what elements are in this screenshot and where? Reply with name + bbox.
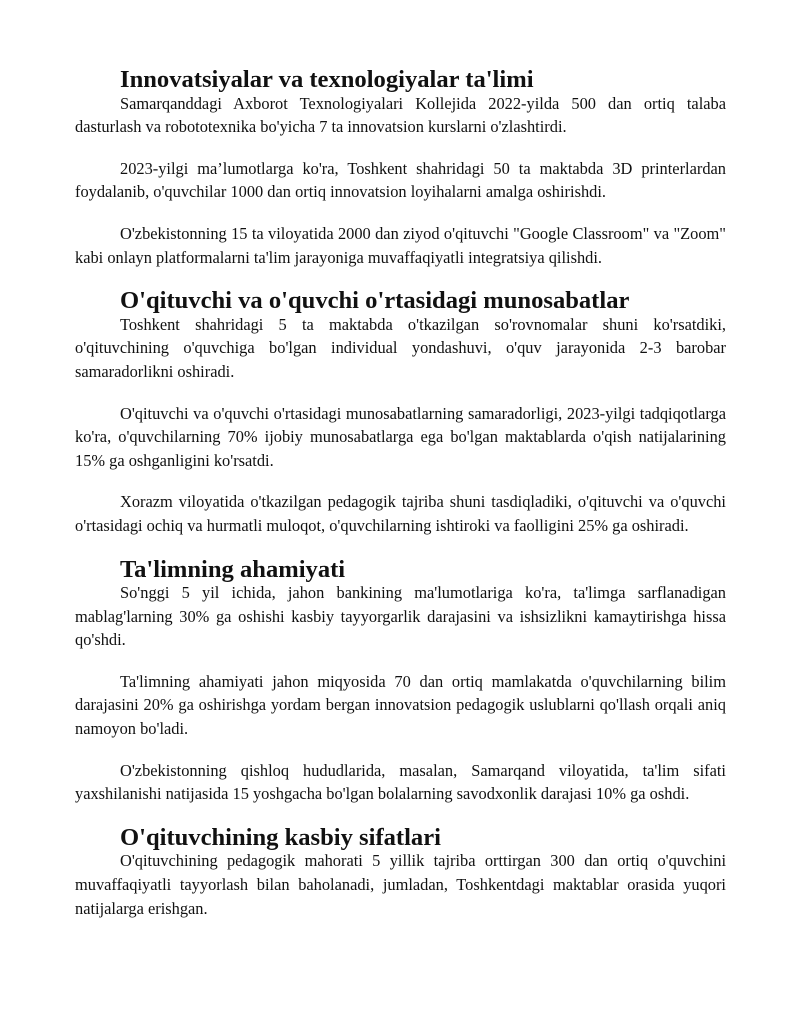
paragraph: 2023-yilgi ma’lumotlarga ko'ra, Toshkent shahridagi 50 ta maktabda 3D printerlardan foydalanib, o'quvchilar 1000 dan ortiq innovatsion loyihalarni amalga oshirishdi. xyxy=(75,158,726,202)
document-page xyxy=(75,68,726,920)
section-teacher-qualities xyxy=(75,823,726,920)
paragraph: Xorazm viloyatida o'tkazilgan pedagogik tajriba shuni tasdiqladiki, o'qituvchi va o'quvchi o'rtasidagi ochiq va hurmatli muloqot, o'quvchilarning ishtiroki va faolligini 25% ga oshiradi. xyxy=(75,492,726,535)
paragraph: O'qituvchi va o'quvchi o'rtasidagi munosabatlarning samaradorligi, 2023-yilgi tadqiqotlarga ko'ra, o'quvchilarning 70% ijobiy munosabatlarga ega bo'lgan maktablarda o'qish natijalarining 15% ga oshganligini ko'rsatdi. xyxy=(75,403,726,470)
section-teacher-student-relations xyxy=(75,289,726,537)
section-importance-of-education xyxy=(75,555,726,806)
section-heading: O'qituvchining kasbiy sifatlari xyxy=(120,823,441,851)
paragraph: O'qituvchining pedagogik mahorati 5 yillik tajriba orttirgan 300 dan ortiq o'quvchini muvaffaqiyatli tayyorlash bilan baholanadi, jumladan, Toshkentdagi maktablar orasida yuqori natijalarga erishgan. xyxy=(75,851,726,918)
paragraph: O'zbekistonning 15 ta viloyatida 2000 dan ziyod o'qituvchi "Google Classroom" va "Zoom" kabi onlayn platformalarni ta'lim jarayoniga muvaffaqiyatli integratsiya qilishdi. xyxy=(75,223,726,267)
paragraph: O'zbekistonning qishloq hududlarida, masalan, Samarqand viloyatida, ta'lim sifati yaxshilanishi natijasida 15 yoshgacha bo'lgan bolalarning savodxonlik darajasi 10% ga oshdi. xyxy=(75,760,726,804)
paragraph: So'nggi 5 yil ichida, jahon bankining ma'lumotlariga ko'ra, ta'limga sarflanadigan mablag'larning 30% ga oshishi kasbiy tayyorgarlik darajasini va ishsizlikni kamaytirishga hissa qo'shdi. xyxy=(75,583,726,650)
section-heading: O'qituvchi va o'quvchi o'rtasidagi munosabatlar xyxy=(120,287,630,315)
section-innovations xyxy=(75,68,726,269)
paragraph: Toshkent shahridagi 5 ta maktabda o'tkazilgan so'rovnomalar shuni ko'rsatdiki, o'qituvchining o'quvchiga bo'lgan individual yondashuvi, o'quv jarayonida 2-3 barobar samaradorlikni oshiradi. xyxy=(75,314,726,381)
section-heading: Innovatsiyalar va texnologiyalar ta'limi xyxy=(120,66,534,93)
section-heading: Ta'limning ahamiyati xyxy=(120,555,346,583)
paragraph: Ta'limning ahamiyati jahon miqyosida 70 dan ortiq mamlakatda o'quvchilarning bilim darajasini 20% ga oshirishga yordam bergan innovatsion pedagogik uslublarni qo'llash orqali aniq namoyon bo'ladi. xyxy=(75,671,726,739)
paragraph: Samarqanddagi Axborot Texnologiyalari Kollejida 2022-yilda 500 dan ortiq talaba dasturlash va robototexnika bo'yicha 7 ta innovatsion kurslarni o'zlashtirdi. xyxy=(75,93,726,137)
